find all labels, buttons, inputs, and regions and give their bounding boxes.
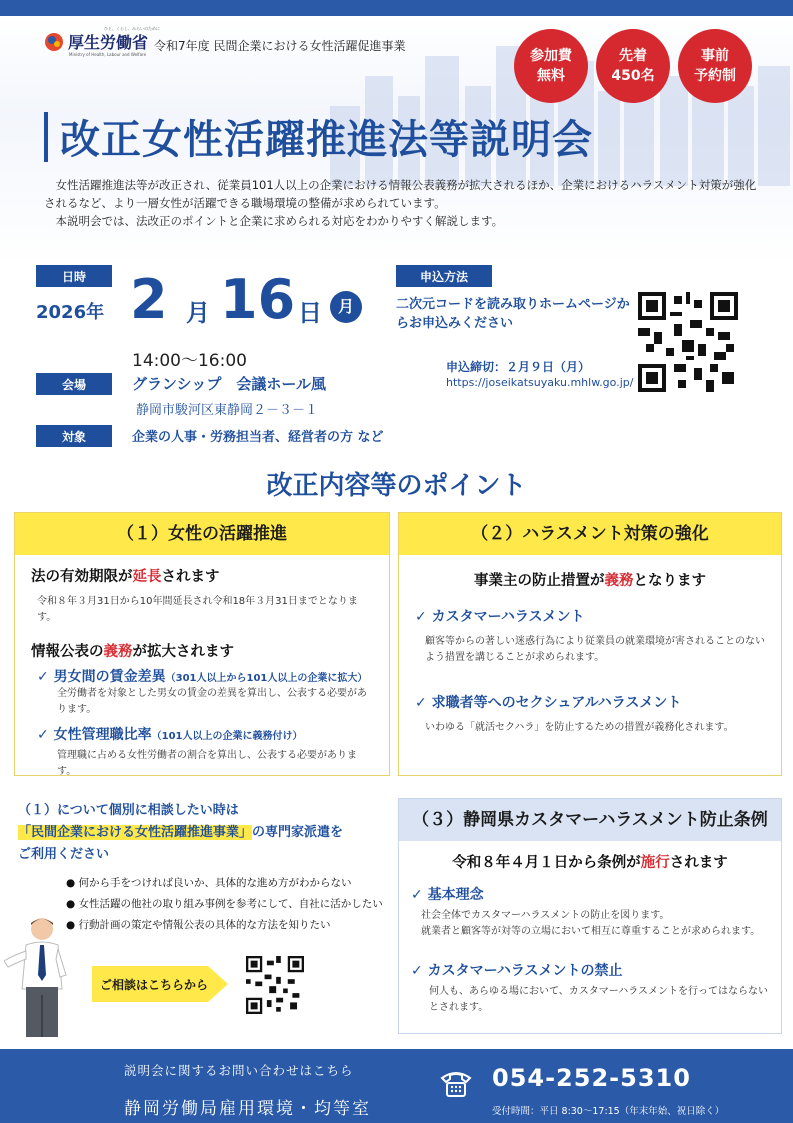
validity-heading [31, 565, 373, 586]
female-manager-text: 管理職に占める女性労働者の割合を算出し、公表する必要があります。 [57, 750, 357, 777]
reception-hours: 受付時間：平日 8:30～17:15（年末年始、祝日除く） [492, 1106, 725, 1117]
apply-instructions: 二次元コードを読み取りホームページからお申込みください [396, 297, 630, 331]
badge-reservation [678, 29, 752, 103]
badge-line: 450名 [611, 68, 655, 84]
badge-line: 予約制 [694, 68, 736, 84]
consult-text: の専門家派遣を [252, 825, 344, 840]
bullet-item: ● 何から手をつければ良いか、具体的な進め方がわからない [66, 877, 352, 889]
consult-bullet-list [66, 873, 383, 936]
female-manager-item [37, 724, 373, 744]
heading-emphasis: 延長 [132, 569, 162, 585]
apply-label: 申込方法 [396, 265, 492, 287]
box-title: （３）静岡県カスタマーハラスメント防止条例 [399, 799, 781, 841]
heading-emphasis: 義務 [604, 573, 634, 589]
page-title: 改正女性活躍推進法等説明会 [60, 117, 593, 163]
obligation-heading [415, 569, 765, 590]
basic-principle-text-2: 就業者と顧客等が対等の立場において相互に尊重することが求められます。 [421, 926, 761, 937]
check-heading: ✓ 女性管理職比率 [37, 727, 152, 743]
box-title: （１）女性の活躍推進 [15, 513, 389, 555]
heading-text: となります [633, 573, 706, 589]
businessman-illustration [4, 915, 84, 1041]
logo-tagline: ひと、くらし、みらいのために [104, 26, 160, 31]
heading-text: 情報公表の [31, 644, 104, 660]
sexual-harassment-heading: ✓ 求職者等へのセクシュアルハラスメント [415, 695, 682, 711]
disclosure-heading [31, 640, 373, 661]
badge-line: 無料 [537, 68, 565, 84]
check-heading: ✓ 男女間の賃金差異 [37, 669, 166, 685]
consult-line [18, 822, 343, 844]
application-qr-code[interactable] [638, 292, 738, 392]
heading-text: 事業主の防止措置が [474, 573, 605, 589]
consult-line: （１）について個別に相談したい時は [18, 803, 239, 818]
inquiry-text: 説明会に関するお問い合わせはこちら [124, 1063, 354, 1078]
intro-paragraph: 女性活躍推進法等が改正され、従業員101人以上の企業における情報公表義務が拡大されるほか、企業におけるハラスメント対策が強化されるなど、より一層女性が活躍できる職場環境の整備が求められています。 [44, 178, 757, 210]
target-audience: 企業の人事・労務担当者、経営者の方 など [132, 430, 384, 445]
heading-emphasis: 施行 [640, 855, 670, 871]
consult-highlight: 「民間企業における女性活躍推進事業」 [18, 825, 253, 840]
apply-url[interactable]: https://joseikatsuyaku.mhlw.go.jp/ [446, 376, 634, 389]
venue-name: グランシップ 会議ホール風 [132, 375, 327, 393]
event-day: 16 [220, 268, 296, 331]
heading-text: 令和８年４月１日から条例が [452, 855, 641, 871]
phone-number[interactable]: 054-252-5310 [492, 1064, 691, 1092]
top-bar [0, 0, 793, 16]
heading-text: されます [161, 569, 220, 585]
venue-label: 会場 [36, 373, 112, 395]
bullet-item: ● 行動計画の策定や情報公表の具体的な方法を知りたい [66, 919, 331, 931]
check-note: （301人以上から101人以上の企業に拡大） [165, 673, 368, 684]
women-advancement-box [14, 512, 390, 776]
heading-emphasis: 義務 [103, 644, 133, 660]
venue-address: 静岡市駿河区東静岡２－３－１ [136, 403, 319, 418]
check-note: （101人以上の企業に義務付け） [151, 731, 303, 742]
badge-free [514, 29, 588, 103]
box-title: （２）ハラスメント対策の強化 [399, 513, 781, 555]
mhlw-logo-icon [44, 32, 64, 52]
badge-line: 先着 [619, 48, 647, 64]
shizuoka-ordinance-box [398, 798, 782, 1034]
basic-principle-text-1: 社会全体でカスタマーハラスメントの防止を図ります。 [421, 910, 670, 921]
badge-line: 参加費 [530, 48, 572, 64]
intro-text [44, 176, 764, 230]
ordinance-heading [411, 851, 769, 872]
sexual-harassment-text: いわゆる「就活セクハラ」を防止するための措置が義務化されます。 [425, 722, 734, 733]
points-heading: 改正内容等のポイント [266, 471, 527, 501]
weekday-badge: 月 [330, 291, 362, 323]
heading-text: が拡大されます [132, 644, 234, 660]
bullet-item: ● 女性活躍の他社の取り組み事例を参考にして、自社に活かしたい [66, 898, 383, 910]
target-label: 対象 [36, 425, 112, 447]
badge-line: 事前 [701, 48, 729, 64]
customer-harassment-text: 顧客等からの著しい迷惑行為により従業員の就業環境が害されることのないよう措置を講じることが求められます。 [425, 636, 765, 663]
prohibition-heading: ✓ カスタマーハラスメントの禁止 [411, 963, 623, 979]
heading-text: 法の有効期限が [31, 569, 133, 585]
basic-principle-heading: ✓ 基本理念 [411, 887, 484, 903]
phone-icon [438, 1066, 474, 1102]
project-name: 令和7年度 民間企業における女性活躍促進事業 [154, 39, 406, 53]
heading-text: されます [669, 855, 728, 871]
intro-paragraph: 本説明会では、法改正のポイントと企業に求められる対応をわかりやすく解説します。 [55, 214, 504, 228]
event-time: 14:00～16:00 [132, 351, 247, 371]
badge-capacity [596, 29, 670, 103]
event-year: 2026年 [36, 302, 105, 323]
title-accent-bar [44, 112, 48, 162]
day-unit: 日 [298, 299, 322, 327]
event-month: 2 [130, 268, 168, 331]
wage-gap-item [37, 666, 373, 686]
consult-button-label[interactable]: ご相談はこちらから [100, 978, 209, 992]
date-label: 日時 [36, 265, 112, 287]
wage-gap-text: 全労働者を対象とした男女の賃金の差異を算出し、公表する必要があります。 [57, 688, 367, 715]
customer-harassment-heading: ✓ カスタマーハラスメント [415, 609, 585, 625]
mhlw-logo [44, 26, 160, 57]
logo-text: 厚生労働省 [68, 33, 149, 52]
prohibition-text: 何人も、あらゆる場において、カスタマーハラスメントを行ってはならないとされます。 [429, 986, 768, 1013]
harassment-box [398, 512, 782, 776]
apply-deadline: 申込締切：２月９日（月） [446, 360, 591, 374]
consult-line: ご利用ください [18, 847, 110, 862]
consult-qr-code[interactable] [246, 956, 304, 1014]
month-unit: 月 [186, 299, 210, 327]
office-name: 静岡労働局雇用環境・均等室 [124, 1099, 371, 1119]
consult-section [18, 800, 343, 866]
validity-text: 令和８年３月31日から10年間延長され令和18年３月31日までとなります。 [37, 596, 358, 623]
logo-subtitle: Ministry of Health, Labour and Welfare [69, 52, 147, 57]
